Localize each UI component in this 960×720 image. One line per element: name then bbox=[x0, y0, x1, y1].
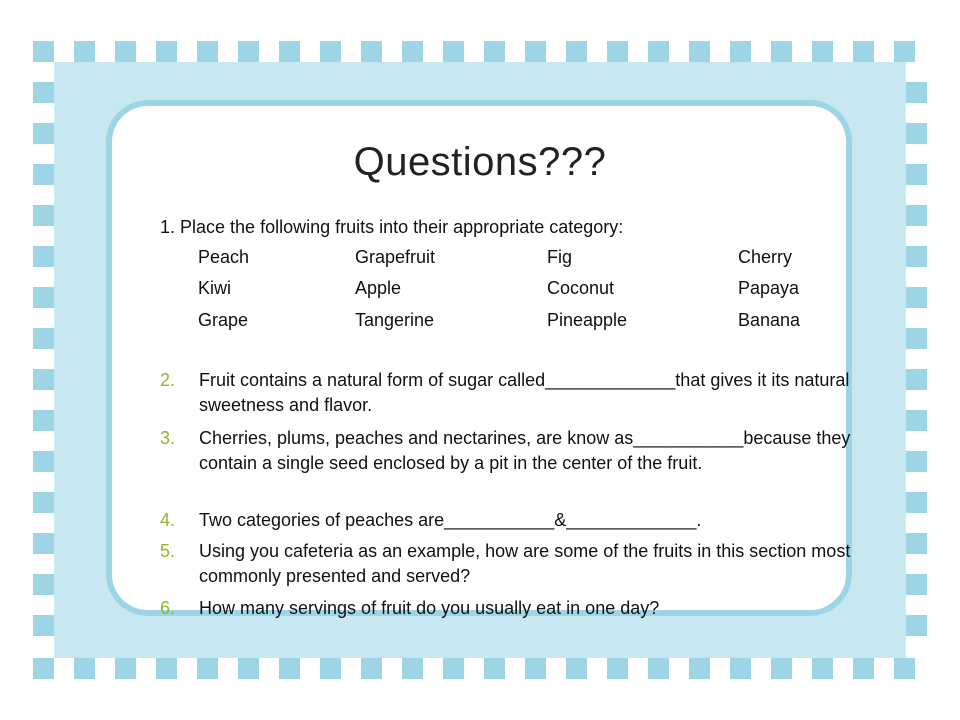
border-square bbox=[906, 82, 927, 103]
border-square bbox=[906, 533, 927, 554]
border-square bbox=[33, 287, 54, 308]
border-square bbox=[320, 658, 341, 679]
border-square bbox=[812, 658, 833, 679]
border-square bbox=[402, 658, 423, 679]
border-square bbox=[812, 41, 833, 62]
border-square bbox=[525, 658, 546, 679]
fruit-item: Grape bbox=[198, 310, 249, 330]
fruit-item: Apple bbox=[355, 278, 402, 298]
border-square bbox=[906, 287, 927, 308]
border-square bbox=[894, 41, 915, 62]
border-square bbox=[443, 658, 464, 679]
fruit-item: Coconut bbox=[547, 278, 615, 298]
border-square bbox=[279, 658, 300, 679]
question-text: Using you cafeteria as an example, how are some of the fruits in this section most commonly presented and served? bbox=[199, 541, 851, 586]
fruit-item: Grapefruit bbox=[355, 247, 436, 267]
question-number: 4. bbox=[160, 510, 176, 530]
border-square bbox=[361, 41, 382, 62]
border-square bbox=[484, 41, 505, 62]
border-square bbox=[197, 658, 218, 679]
border-square bbox=[906, 615, 927, 636]
border-square bbox=[279, 41, 300, 62]
border-square bbox=[238, 658, 259, 679]
border-square bbox=[730, 658, 751, 679]
page-title: Questions??? bbox=[353, 140, 607, 184]
border-square bbox=[156, 658, 177, 679]
fruit-item: Pineapple bbox=[547, 310, 628, 330]
fruit-item: Papaya bbox=[738, 278, 800, 298]
border-square bbox=[33, 451, 54, 472]
fruit-item: Peach bbox=[198, 247, 250, 267]
border-square bbox=[197, 41, 218, 62]
border-square bbox=[853, 41, 874, 62]
border-square bbox=[115, 41, 136, 62]
border-square bbox=[33, 82, 54, 103]
border-square bbox=[33, 41, 54, 62]
border-square bbox=[906, 492, 927, 513]
border-square bbox=[853, 658, 874, 679]
fruit-item: Kiwi bbox=[198, 278, 232, 298]
question-number: 3. bbox=[160, 428, 176, 448]
question-1: 1. Place the following fruits into their appropriate category: bbox=[160, 217, 624, 237]
question-text: How many servings of fruit do you usually eat in one day? bbox=[199, 598, 660, 618]
border-square bbox=[33, 328, 54, 349]
border-square bbox=[648, 41, 669, 62]
border-square bbox=[238, 41, 259, 62]
border-square bbox=[402, 41, 423, 62]
border-square bbox=[33, 658, 54, 679]
border-square bbox=[607, 41, 628, 62]
border-square bbox=[525, 41, 546, 62]
border-square bbox=[33, 533, 54, 554]
question-number: 5. bbox=[160, 541, 176, 561]
border-square bbox=[730, 41, 751, 62]
fruit-item: Fig bbox=[547, 247, 573, 267]
border-square bbox=[906, 369, 927, 390]
border-square bbox=[320, 41, 341, 62]
fruit-item: Tangerine bbox=[355, 310, 435, 330]
border-square bbox=[361, 658, 382, 679]
border-square bbox=[906, 205, 927, 226]
question-text: Fruit contains a natural form of sugar called_____________that gives it its natural sweetness and flavor. bbox=[199, 370, 850, 415]
fruit-item: Banana bbox=[738, 310, 801, 330]
border-square bbox=[33, 615, 54, 636]
border-square bbox=[906, 328, 927, 349]
border-square bbox=[906, 574, 927, 595]
border-square bbox=[33, 492, 54, 513]
border-square bbox=[906, 451, 927, 472]
border-square bbox=[906, 246, 927, 267]
border-square bbox=[689, 41, 710, 62]
question-number: 2. bbox=[160, 370, 176, 390]
question-number: 6. bbox=[160, 598, 176, 618]
question-text: Two categories of peaches are___________&_____________. bbox=[199, 510, 702, 530]
border-square bbox=[566, 658, 587, 679]
border-square bbox=[33, 246, 54, 267]
border-square bbox=[894, 658, 915, 679]
border-square bbox=[484, 658, 505, 679]
border-square bbox=[74, 658, 95, 679]
border-square bbox=[115, 658, 136, 679]
border-square bbox=[33, 369, 54, 390]
border-square bbox=[33, 410, 54, 431]
question-text: Cherries, plums, peaches and nectarines, are know as___________because they contain a single seed enclosed by a pit in the center of the fruit. bbox=[199, 428, 851, 473]
border-square bbox=[33, 205, 54, 226]
border-square bbox=[156, 41, 177, 62]
border-square bbox=[771, 41, 792, 62]
border-square bbox=[648, 658, 669, 679]
border-square bbox=[771, 658, 792, 679]
border-square bbox=[906, 410, 927, 431]
border-square bbox=[33, 574, 54, 595]
border-square bbox=[74, 41, 95, 62]
border-square bbox=[607, 658, 628, 679]
border-square bbox=[566, 41, 587, 62]
fruit-item: Cherry bbox=[738, 247, 793, 267]
border-square bbox=[689, 658, 710, 679]
border-square bbox=[443, 41, 464, 62]
